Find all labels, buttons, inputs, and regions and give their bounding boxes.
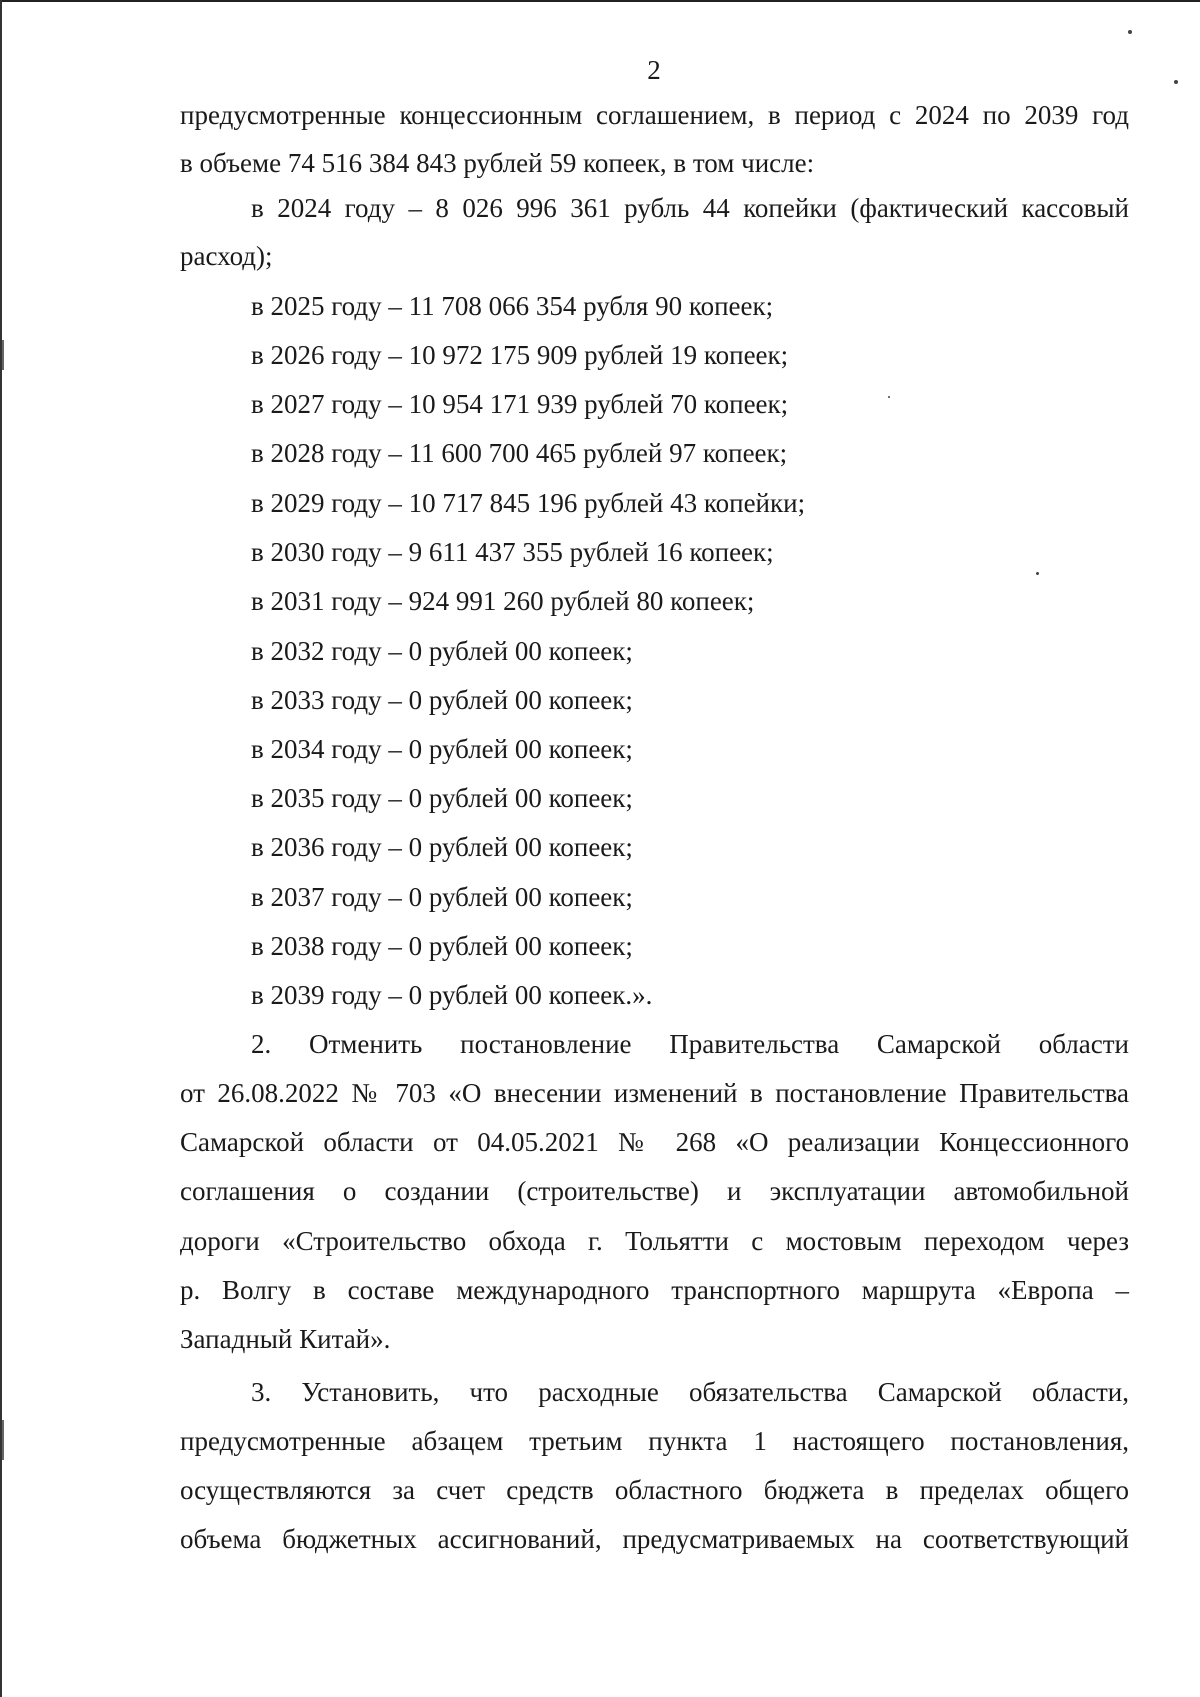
item2-line-1: 2. Отменить постановление Правительства Самарской области: [251, 1029, 1129, 1059]
year-2024-line-1: в 2024 году – 8 026 996 361 рубль 44 копейки (фактический кассовый: [251, 193, 1129, 223]
item3-line-2: предусмотренные абзацем третьим пункта 1 настоящего постановления,: [180, 1426, 1129, 1456]
year-entry-2029: в 2029 году – 10 717 845 196 рублей 43 копейки;: [251, 488, 806, 518]
scan-speck: [888, 396, 890, 398]
item2-line-5: дороги «Строительство обхода г. Тольятти с мостовым переходом через: [180, 1226, 1129, 1256]
item2-line-7: Западный Китай».: [180, 1324, 391, 1354]
year-entry-2035: в 2035 году – 0 рублей 00 копеек;: [251, 783, 633, 813]
year-entry-2027: в 2027 году – 10 954 171 939 рублей 70 копеек;: [251, 389, 789, 419]
item3-line-1: 3. Установить, что расходные обязательства Самарской области,: [251, 1377, 1129, 1407]
year-entry-2026: в 2026 году – 10 972 175 909 рублей 19 копеек;: [251, 340, 789, 370]
item2-line-4: соглашения о создании (строительстве) и эксплуатации автомобильной: [180, 1176, 1129, 1206]
intro-line-2: в объеме 74 516 384 843 рублей 59 копеек, в том числе:: [180, 148, 815, 178]
scan-speck: [1128, 30, 1132, 34]
scan-edge-top: [0, 0, 1200, 2]
year-entry-2025: в 2025 году – 11 708 066 354 рубля 90 копеек;: [251, 291, 774, 321]
year-entry-2030: в 2030 году – 9 611 437 355 рублей 16 копеек;: [251, 537, 774, 567]
year-entry-2039: в 2039 году – 0 рублей 00 копеек.».: [251, 980, 653, 1010]
intro-line-1: предусмотренные концессионным соглашением, в период с 2024 по 2039 год: [180, 100, 1129, 130]
year-entry-2031: в 2031 году – 924 991 260 рублей 80 копеек;: [251, 586, 755, 616]
year-entry-2037: в 2037 году – 0 рублей 00 копеек;: [251, 882, 633, 912]
year-entry-2038: в 2038 году – 0 рублей 00 копеек;: [251, 931, 633, 961]
year-2024-line-2: расход);: [180, 241, 273, 271]
page-number: 2: [647, 55, 661, 85]
year-entry-2036: в 2036 году – 0 рублей 00 копеек;: [251, 832, 633, 862]
item2-line-6: р. Волгу в составе международного транспортного маршрута «Европа –: [180, 1275, 1129, 1305]
scan-edge-mark: [2, 340, 4, 370]
year-entry-2033: в 2033 году – 0 рублей 00 копеек;: [251, 685, 633, 715]
year-entry-2028: в 2028 году – 11 600 700 465 рублей 97 копеек;: [251, 438, 788, 468]
item2-line-3: Самарской области от 04.05.2021 № 268 «О реализации Концессионного: [180, 1127, 1129, 1157]
scan-edge-mark: [2, 1420, 4, 1460]
year-entry-2034: в 2034 году – 0 рублей 00 копеек;: [251, 734, 633, 764]
item2-line-2: от 26.08.2022 № 703 «О внесении изменений в постановление Правительства: [180, 1078, 1129, 1108]
scan-speck: [1036, 572, 1039, 575]
item3-line-3: осуществляются за счет средств областного бюджета в пределах общего: [180, 1475, 1129, 1505]
item3-line-4: объема бюджетных ассигнований, предусматриваемых на соответствующий: [180, 1524, 1129, 1554]
year-entry-2032: в 2032 году – 0 рублей 00 копеек;: [251, 636, 633, 666]
